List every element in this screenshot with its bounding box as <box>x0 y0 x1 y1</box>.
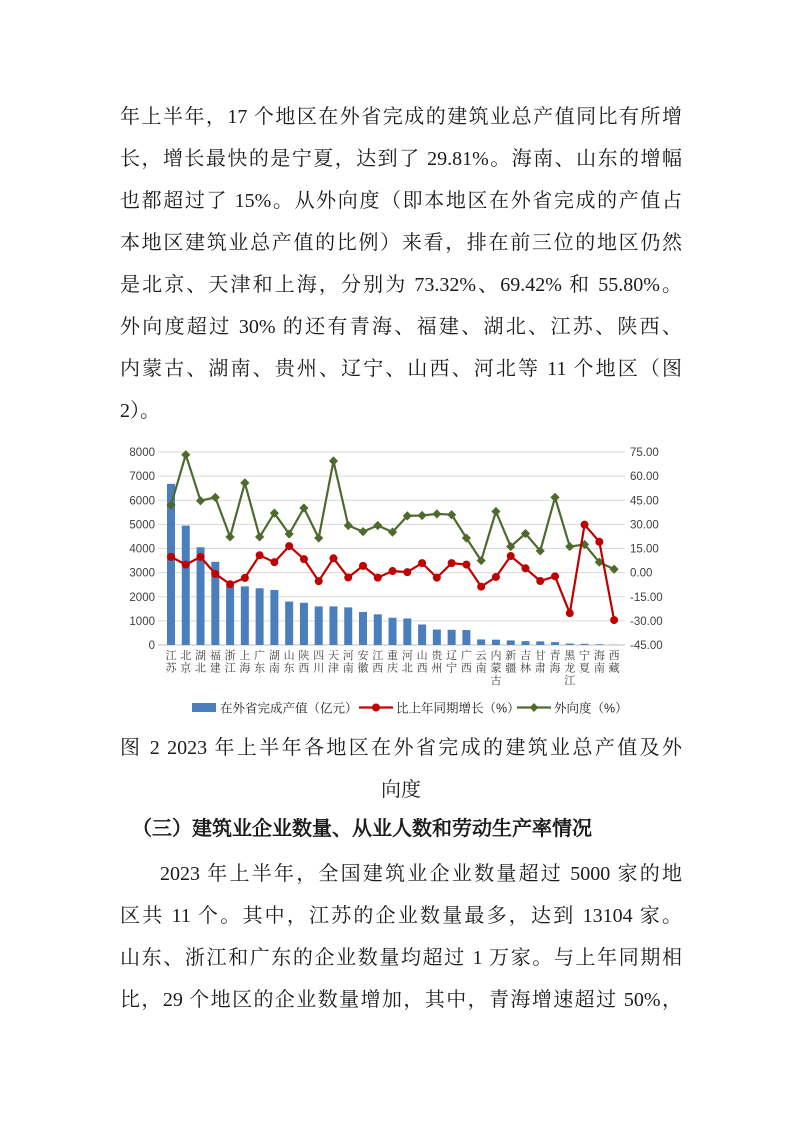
legend-bar-swatch <box>192 703 216 712</box>
data-point-marker <box>285 542 293 550</box>
right-axis-labels <box>630 447 663 652</box>
data-point-marker <box>462 561 470 569</box>
text-line: 区共 11 个。其中，江苏的企业数量最多，达到 13104 家。 <box>120 905 682 927</box>
svg-text:吉林: 吉林 <box>519 650 531 675</box>
legend-label: 外向度（%） <box>554 701 628 716</box>
svg-text:河北: 河北 <box>401 650 413 675</box>
svg-text:青海: 青海 <box>549 650 561 675</box>
svg-text:贵州: 贵州 <box>431 650 443 675</box>
svg-text:西藏: 西藏 <box>608 650 620 675</box>
data-point-marker <box>374 574 382 582</box>
legend-diamond-marker <box>530 703 539 712</box>
svg-text:6000: 6000 <box>129 495 155 508</box>
text-line: 比，29 个地区的企业数量增加，其中，青海增速超过 50%， <box>120 989 682 1011</box>
svg-text:5000: 5000 <box>129 519 155 532</box>
paragraph-2 <box>120 853 682 1021</box>
data-point-marker <box>182 561 190 569</box>
data-point-marker <box>417 511 426 520</box>
bar <box>477 639 485 645</box>
text-line: 2）。 <box>120 400 160 422</box>
svg-text:广东: 广东 <box>254 650 266 675</box>
bar <box>389 618 397 645</box>
svg-text:60.00: 60.00 <box>630 471 659 484</box>
svg-text:重庆: 重庆 <box>387 650 399 675</box>
data-point-marker <box>491 507 500 516</box>
openness-line-series <box>166 450 618 574</box>
data-point-marker <box>521 564 529 572</box>
svg-text:浙江: 浙江 <box>224 650 236 675</box>
bar <box>182 526 190 645</box>
svg-text:山西: 山西 <box>416 650 428 675</box>
category-labels <box>166 648 620 687</box>
data-point-marker <box>389 567 397 575</box>
bar <box>344 607 352 645</box>
paragraph-1 <box>120 96 682 432</box>
bar <box>374 614 382 645</box>
svg-text:75.00: 75.00 <box>630 447 659 459</box>
svg-text:30.00: 30.00 <box>630 519 659 532</box>
section-heading: （三）建筑业企业数量、从业人数和劳动生产率情况 <box>132 818 592 840</box>
bar <box>315 606 323 645</box>
data-point-marker <box>373 521 382 530</box>
svg-text:陕西: 陕西 <box>298 650 310 675</box>
bar <box>285 602 293 645</box>
combo-chart-canvas <box>113 436 688 736</box>
data-point-marker <box>359 562 367 570</box>
data-point-marker <box>432 509 441 518</box>
svg-text:-45.00: -45.00 <box>630 640 663 652</box>
text-line: 外向度超过 30% 的还有青海、福建、湖北、江苏、陕西、 <box>120 316 682 338</box>
data-point-marker <box>477 583 485 591</box>
data-point-marker <box>211 570 219 578</box>
svg-text:新疆: 新疆 <box>505 650 517 675</box>
data-point-marker <box>240 478 249 487</box>
svg-text:-30.00: -30.00 <box>630 615 663 628</box>
svg-text:安徽: 安徽 <box>357 650 369 675</box>
svg-text:江西: 江西 <box>372 650 384 675</box>
svg-text:7000: 7000 <box>129 471 155 484</box>
bar <box>418 624 426 645</box>
data-point-marker <box>314 533 323 542</box>
data-point-marker <box>329 554 337 562</box>
text-line: 年上半年，17 个地区在外省完成的建筑业总产值同比有所增 <box>120 106 682 128</box>
data-point-marker <box>256 551 264 559</box>
figure-2 <box>113 436 688 736</box>
svg-text:宁夏: 宁夏 <box>579 650 591 675</box>
data-point-marker <box>241 574 249 582</box>
svg-text:0: 0 <box>148 640 155 652</box>
data-point-marker <box>299 503 308 512</box>
text-line: 也都超过了 15%。从外向度（即本地区在外省完成的产值占 <box>120 190 682 212</box>
svg-text:3000: 3000 <box>129 567 155 580</box>
data-point-marker <box>581 521 589 529</box>
caption-line: 向度 <box>381 779 421 801</box>
data-point-marker <box>329 456 338 465</box>
text-line: 内蒙古、湖南、贵州、辽宁、山西、河北等 11 个地区（图 <box>120 358 682 380</box>
data-point-marker <box>551 572 559 580</box>
legend-label: 在外省完成产值（亿元） <box>220 701 358 716</box>
bar <box>300 603 308 645</box>
left-axis-labels <box>129 447 155 652</box>
svg-text:1000: 1000 <box>129 615 155 628</box>
bar <box>433 630 441 645</box>
data-point-marker <box>315 577 323 585</box>
bar <box>270 590 278 645</box>
chart-legend <box>192 701 628 716</box>
svg-text:北京: 北京 <box>180 650 192 675</box>
data-point-marker <box>403 568 411 576</box>
legend-circle-marker <box>372 704 380 712</box>
text-line: 2023 年上半年，全国建筑业企业数量超过 5000 家的地 <box>160 863 682 885</box>
data-point-marker <box>565 542 574 551</box>
svg-text:黑龙江: 黑龙江 <box>564 650 576 687</box>
bar <box>492 640 500 645</box>
svg-text:上海: 上海 <box>239 650 251 675</box>
data-point-marker <box>197 553 205 561</box>
bar <box>521 641 529 645</box>
data-point-marker <box>595 538 603 546</box>
data-point-marker <box>344 521 353 530</box>
data-point-marker <box>536 577 544 585</box>
bar <box>536 641 544 645</box>
svg-text:福建: 福建 <box>209 650 221 675</box>
text-line: 山东、浙江和广东的企业数量均超过 1 万家。与上年同期相 <box>120 947 682 969</box>
text-line: 是北京、天津和上海，分别为 73.32%、69.42% 和 55.80%。 <box>120 274 682 296</box>
data-point-marker <box>610 616 618 624</box>
data-point-marker <box>433 574 441 582</box>
legend-label: 比上年同期增长（%） <box>396 701 520 716</box>
data-point-marker <box>566 609 574 617</box>
data-point-marker <box>507 552 515 560</box>
data-point-marker <box>181 450 190 459</box>
data-point-marker <box>196 496 205 505</box>
bar <box>226 586 234 645</box>
svg-text:0.00: 0.00 <box>630 567 653 580</box>
svg-text:山东: 山东 <box>283 650 295 675</box>
bar <box>256 588 264 645</box>
bar <box>197 547 205 645</box>
data-point-marker <box>167 553 175 561</box>
bar <box>566 644 574 645</box>
bar <box>462 630 470 645</box>
svg-text:15.00: 15.00 <box>630 543 659 556</box>
bar <box>359 612 367 645</box>
bar <box>507 640 515 645</box>
bar <box>329 606 337 645</box>
data-point-marker <box>225 532 234 541</box>
bar <box>551 642 559 645</box>
data-point-marker <box>418 559 426 567</box>
svg-text:广西: 广西 <box>460 650 472 675</box>
svg-text:8000: 8000 <box>129 447 155 459</box>
svg-text:4000: 4000 <box>129 543 155 556</box>
data-point-marker <box>270 558 278 566</box>
caption-line: 图 2 2023 年上半年各地区在外省完成的建筑业总产值及外 <box>120 737 682 759</box>
text-line: 长，增长最快的是宁夏，达到了 29.81%。海南、山东的增幅 <box>120 148 682 170</box>
svg-text:云南: 云南 <box>475 650 487 675</box>
svg-text:江苏: 江苏 <box>165 650 177 675</box>
data-point-marker <box>344 573 352 581</box>
svg-text:甘肃: 甘肃 <box>534 650 546 675</box>
svg-text:海南: 海南 <box>593 650 605 675</box>
data-point-marker <box>226 580 234 588</box>
svg-text:45.00: 45.00 <box>630 495 659 508</box>
figure-2-caption <box>120 727 682 811</box>
bar <box>581 644 589 645</box>
svg-text:天津: 天津 <box>327 650 339 675</box>
bar <box>448 630 456 645</box>
svg-text:内蒙古: 内蒙古 <box>490 650 502 687</box>
svg-text:湖南: 湖南 <box>268 650 280 675</box>
svg-text:辽宁: 辽宁 <box>446 650 458 675</box>
data-point-marker <box>358 527 367 536</box>
data-point-marker <box>300 555 308 563</box>
svg-text:2000: 2000 <box>129 591 155 604</box>
data-point-marker <box>448 559 456 567</box>
svg-text:-15.00: -15.00 <box>630 591 663 604</box>
svg-text:湖北: 湖北 <box>195 650 207 675</box>
text-line: 本地区建筑业总产值的比例）来看，排在前三位的地区仍然 <box>120 232 682 254</box>
svg-text:河南: 河南 <box>342 650 354 675</box>
bar <box>241 586 249 645</box>
bar <box>403 618 411 645</box>
svg-text:四川: 四川 <box>313 650 325 675</box>
data-point-marker <box>492 573 500 581</box>
bar <box>595 644 603 645</box>
